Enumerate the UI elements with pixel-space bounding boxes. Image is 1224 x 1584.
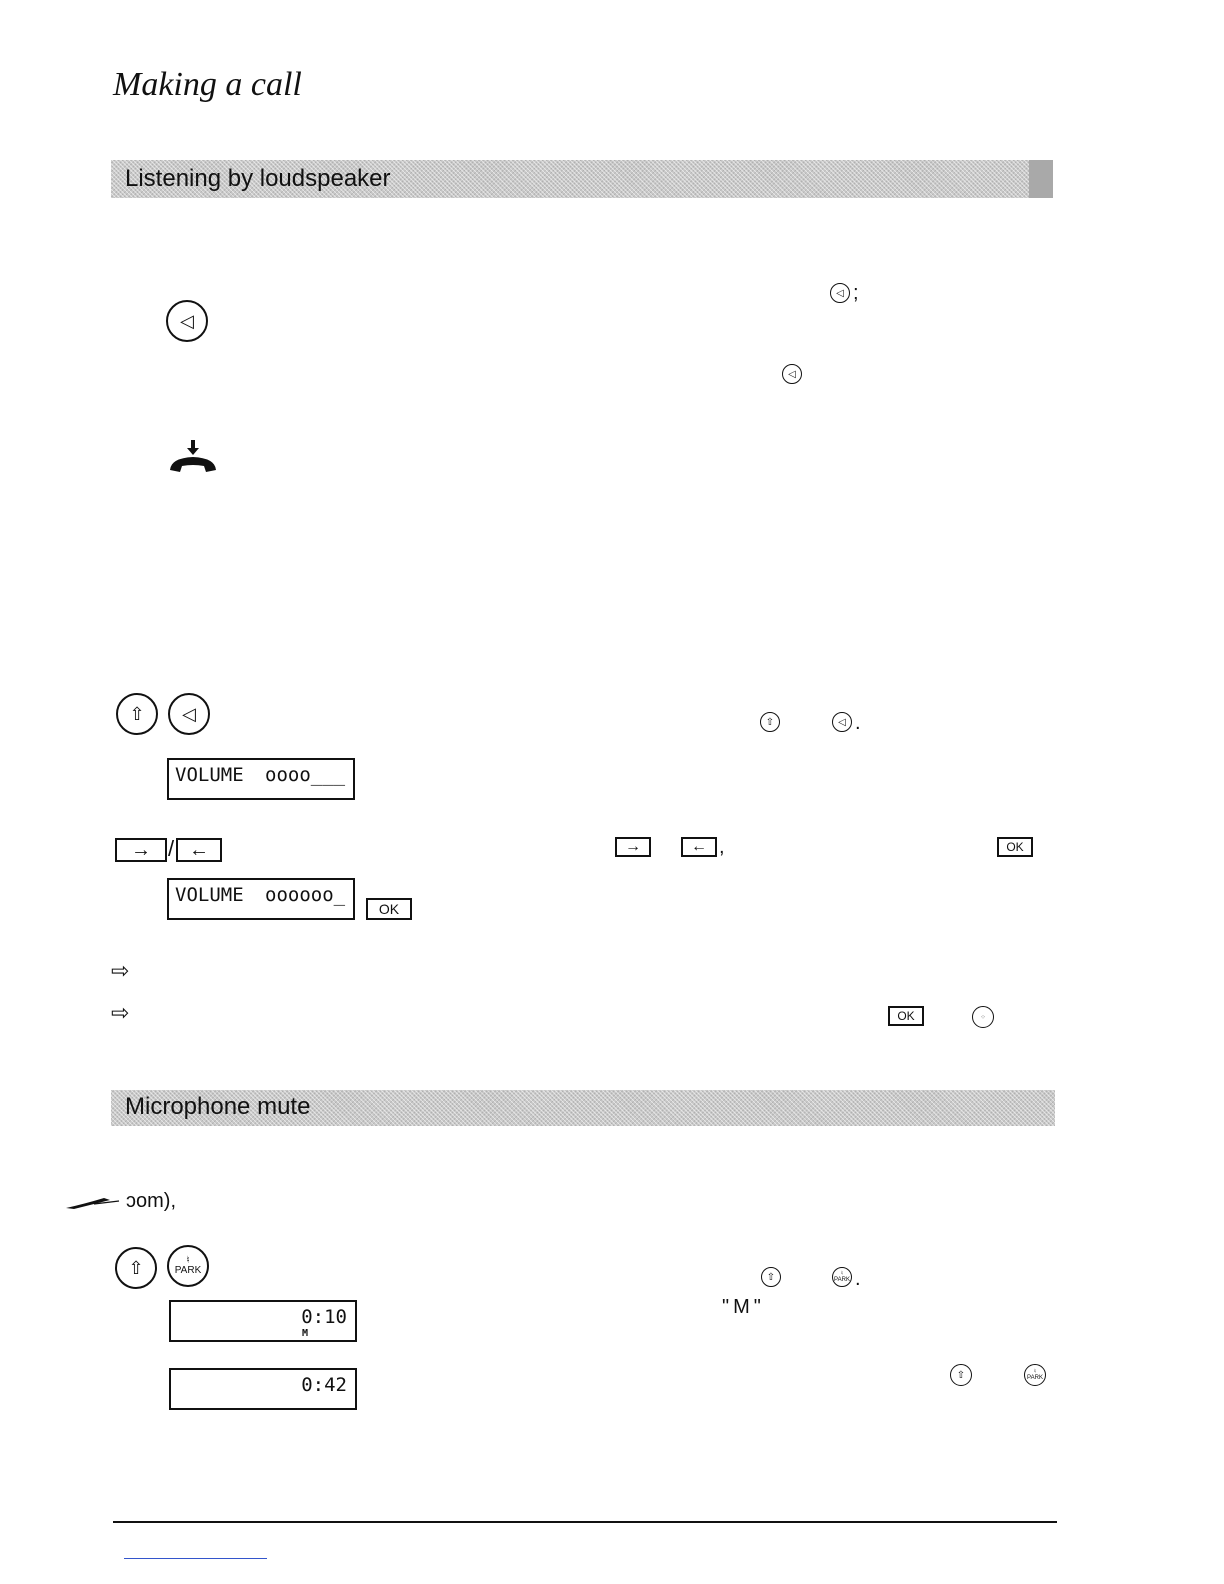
inline-punctuation: , [719, 836, 725, 858]
footer-rule [113, 1521, 1057, 1523]
inline-punctuation: ; [853, 282, 859, 304]
park-label: PARK [834, 1277, 850, 1283]
volume-label: VOLUME [175, 764, 244, 786]
section-heading-text: Microphone mute [125, 1093, 311, 1120]
delete-esc-key-icon [972, 1006, 994, 1028]
park-mute-key-inline-icon [1024, 1364, 1046, 1386]
speaker-icon: ◁ [180, 310, 194, 331]
ok-label: OK [897, 1009, 915, 1023]
park-mute-key-inline-icon [832, 1267, 852, 1287]
section-heading-mute [111, 1090, 1055, 1126]
mute-symbol-icon: ♮ [1033, 1369, 1037, 1375]
handset-down-icon [168, 440, 218, 474]
loudspeaker-key-inline-icon-2 [782, 364, 802, 384]
volume-bars: oooooo_ [265, 884, 346, 906]
volume-display [167, 878, 355, 920]
shift-arrow-icon: ⇧ [128, 1257, 144, 1278]
ok-label: OK [378, 901, 400, 917]
mute-on-display [169, 1300, 357, 1342]
mute-indicator-label: "M" [722, 1296, 765, 1318]
shift-key-icon[interactable] [116, 693, 158, 735]
section-heading-loudspeaker [111, 160, 1053, 198]
inline-punctuation: . [855, 712, 861, 734]
shift-arrow-icon: ⇧ [956, 1369, 966, 1381]
esc-dots-icon: ⁘ [980, 1014, 986, 1021]
loudspeaker-key-inline-icon [830, 283, 850, 303]
right-arrow-icon: → [131, 838, 151, 861]
loudspeaker-key-icon[interactable] [168, 693, 210, 735]
call-timer: 0:42 [301, 1374, 347, 1396]
hint-arrow-icon: ⇨ [111, 1000, 130, 1025]
speaker-icon: ◁ [788, 368, 796, 380]
section-heading-text: Listening by loudspeaker [125, 165, 391, 192]
mute-off-display [169, 1368, 357, 1410]
ok-key[interactable] [366, 898, 412, 920]
shift-key-inline-icon [950, 1364, 972, 1386]
footer-link-underline [124, 1558, 267, 1559]
shift-key-icon[interactable] [115, 1247, 157, 1289]
right-arrow-icon: → [625, 838, 641, 855]
left-arrow-icon: ← [189, 838, 209, 861]
left-arrow-inline-key [681, 837, 717, 857]
right-arrow-key[interactable] [115, 838, 167, 862]
speaker-icon: ◁ [838, 716, 846, 728]
hint-arrow-icon: ⇨ [111, 958, 130, 983]
left-arrow-icon: ← [691, 838, 707, 855]
shift-arrow-icon: ⇧ [129, 703, 145, 724]
right-arrow-inline-key [615, 837, 651, 857]
shift-key-inline-icon [760, 712, 780, 732]
loudspeaker-key-icon[interactable] [166, 300, 208, 342]
ok-label: OK [1006, 840, 1024, 854]
mute-indicator: M [302, 1328, 309, 1339]
fragment-text: ɔom), [126, 1190, 176, 1212]
shift-key-inline-icon [761, 1267, 781, 1287]
left-arrow-key[interactable] [176, 838, 222, 862]
ok-inline-key [888, 1006, 924, 1026]
page-title: Making a call [113, 66, 302, 103]
shift-arrow-icon: ⇧ [766, 1271, 776, 1283]
loudspeaker-key-inline-icon [832, 712, 852, 732]
mute-symbol-icon: ♮ [840, 1271, 844, 1277]
speaker-icon: ◁ [182, 703, 196, 724]
slash-separator: / [168, 836, 175, 861]
speaker-icon: ◁ [836, 287, 844, 299]
torn-edge-mark [64, 1192, 134, 1214]
volume-label: VOLUME [175, 884, 244, 906]
park-mute-key-icon[interactable] [167, 1245, 209, 1287]
call-timer: 0:10 [301, 1306, 347, 1328]
inline-punctuation: . [855, 1268, 861, 1290]
shift-arrow-icon: ⇧ [765, 716, 775, 728]
volume-bars: oooo___ [265, 764, 346, 786]
mute-symbol-icon: ♮ [186, 1255, 190, 1266]
park-label: PARK [1027, 1375, 1043, 1381]
ok-inline-key [997, 837, 1033, 857]
volume-display [167, 758, 355, 800]
banner-end-block [1029, 160, 1053, 198]
park-label: PARK [174, 1265, 202, 1276]
